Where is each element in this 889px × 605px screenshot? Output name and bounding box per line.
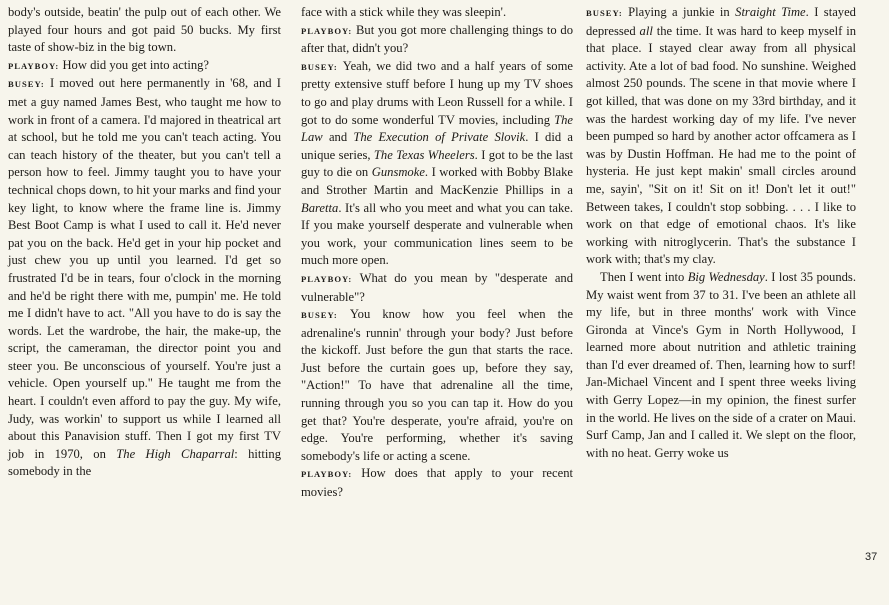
paragraph: [301, 22, 573, 58]
speaker-label: PLAYBOY:: [301, 273, 360, 284]
paragraph: [301, 270, 573, 306]
body-text: face with a stick while they was sleepin'.: [301, 5, 507, 19]
paragraph: [8, 75, 281, 481]
body-text: Then I went into Big Wednesday. I lost 35 pounds. My waist went from 37 to 31. I've been an athlete all my life, but in three months' work with Vince Gironda at Vince's Gym in North Hollywood, I learned more about nutrition and athletic training than I'd ever dreamed of. Then, learning how to surf! Jan-Michael Vincent and I spent three weeks living with Gerry Lopez—in my opinion, the finest surfer in the world. He lives on the side of a crater on Maui. Surf Camp, Jan and I called it. We slept on the floor, with no heat. Gerry woke us: [586, 269, 856, 460]
speaker-label: BUSEY:: [301, 61, 343, 72]
paragraph: [586, 269, 856, 463]
speaker-label: PLAYBOY:: [301, 25, 357, 36]
text-column-2: [301, 4, 573, 502]
text-column-1: [8, 4, 281, 481]
speech-text: How did you get into acting?: [62, 57, 210, 72]
speaker-label: BUSEY:: [301, 310, 350, 321]
speech-text: How does that apply to your recent movies?: [301, 466, 573, 500]
speech-text: Playing a junkie in Straight Time. I stayed depressed all the time. It was hard to keep myself in that place. I stayed clear away from all physical activity. Ate a lot of bad food. No sunshine. Weighed almost 250 pounds. The scene in that movie where I got killed, that was done on my 33rd birthday, and it was the hardest working day of my life. I've never been pumped so hard by another actor offcamera as I was by Dustin Hoffman. He had me to the point of hysteria. He just kept makin' small circles around me, sayin', "Sit on it! Sit on it! Don't let it out!" Between takes, I couldn't stop sobbing. . . . I like to work on that edge of emotional chaos. It's like working with nitroglycerin. That's the substance I work with; that's my clay.: [586, 5, 856, 267]
speaker-label: BUSEY:: [8, 79, 50, 90]
paragraph: [8, 4, 281, 57]
speech-text: What do you mean by "desperate and vulnerable"?: [301, 270, 573, 304]
speech-text: But you got more challenging things to do after that, didn't you?: [301, 22, 573, 56]
speaker-label: PLAYBOY:: [301, 469, 362, 480]
speech-text: You know how you feel when the adrenaline's runnin' through your body? Just before the kickoff. Just before the gun that starts the race. Just before the curtain goes up, before they say, "Action!" To have that adrenaline all the time, running through you so you can tap it. How do you get that? You're desperate, you're afraid, you're on edge. You're performing, whether it's saving somebody's life or acting a scene.: [301, 307, 573, 463]
speaker-label: BUSEY:: [586, 8, 629, 18]
speaker-label: PLAYBOY:: [8, 60, 63, 71]
page-number: 37: [865, 551, 878, 563]
speech-text: Yeah, we did two and a half years of some pretty extensive stuff before I hung up my TV shoes to go and play drums with Leon Russell for a while. I got to do some wonderful TV movies, including The Law and The Execution of Private Slovik. I did a unique series, The Texas Wheelers. I got to be the last guy to die on Gunsmoke. I worked with Bobby Blake and Strother Martin and MacKenzie Phillips in a Baretta. It's all who you meet and what you can take. If you make yourself desperate and vulnerable when you work, your communication lines seem to be much more open.: [301, 58, 573, 268]
body-text: body's outside, beatin' the pulp out of each other. We played four hours and got paid 50 bucks. My first taste of show-biz in the big town.: [8, 5, 281, 55]
paragraph: [586, 4, 856, 269]
speech-text: I moved out here permanently in '68, and I met a guy named James Best, who taught me how to work in front of a camera. I'd majored in theatrical art at school, but he told me you can't teach acting. You can teach history of the theater, but you can't tell a person how to feel. Jimmy taught you to have your technical chops down, to hit your marks and find your key light, to know where the frame line is. Jimmy Best Boot Camp is what I used to call it. He'd never pat you on the back. He'd get in your hip pocket and just chew you up until you learned. I'd get so frustrated I'd be in tears, four o'clock in the morning and he'd be right there with me, pumpin' me. He told me I didn't have to act. "All you have to do is say the words. Let the wardrobe, the hair, the make-up, the script, the cameraman, the director point you and steer you. Be unconscious of yourself. You're just a vehicle. Open yourself up." He taught me from the heart. I couldn't even afford to pay the guy. My wife, Judy, was workin' to support us while I learned all about this Panavision stuff. Then I got my first TV job in 1970, on The High Chaparral: hitting somebody in the: [8, 76, 281, 479]
paragraph: [301, 4, 573, 22]
text-column-3: [586, 4, 856, 462]
paragraph: [301, 306, 573, 465]
paragraph: [301, 465, 573, 501]
paragraph: [301, 58, 573, 270]
paragraph: [8, 57, 281, 76]
